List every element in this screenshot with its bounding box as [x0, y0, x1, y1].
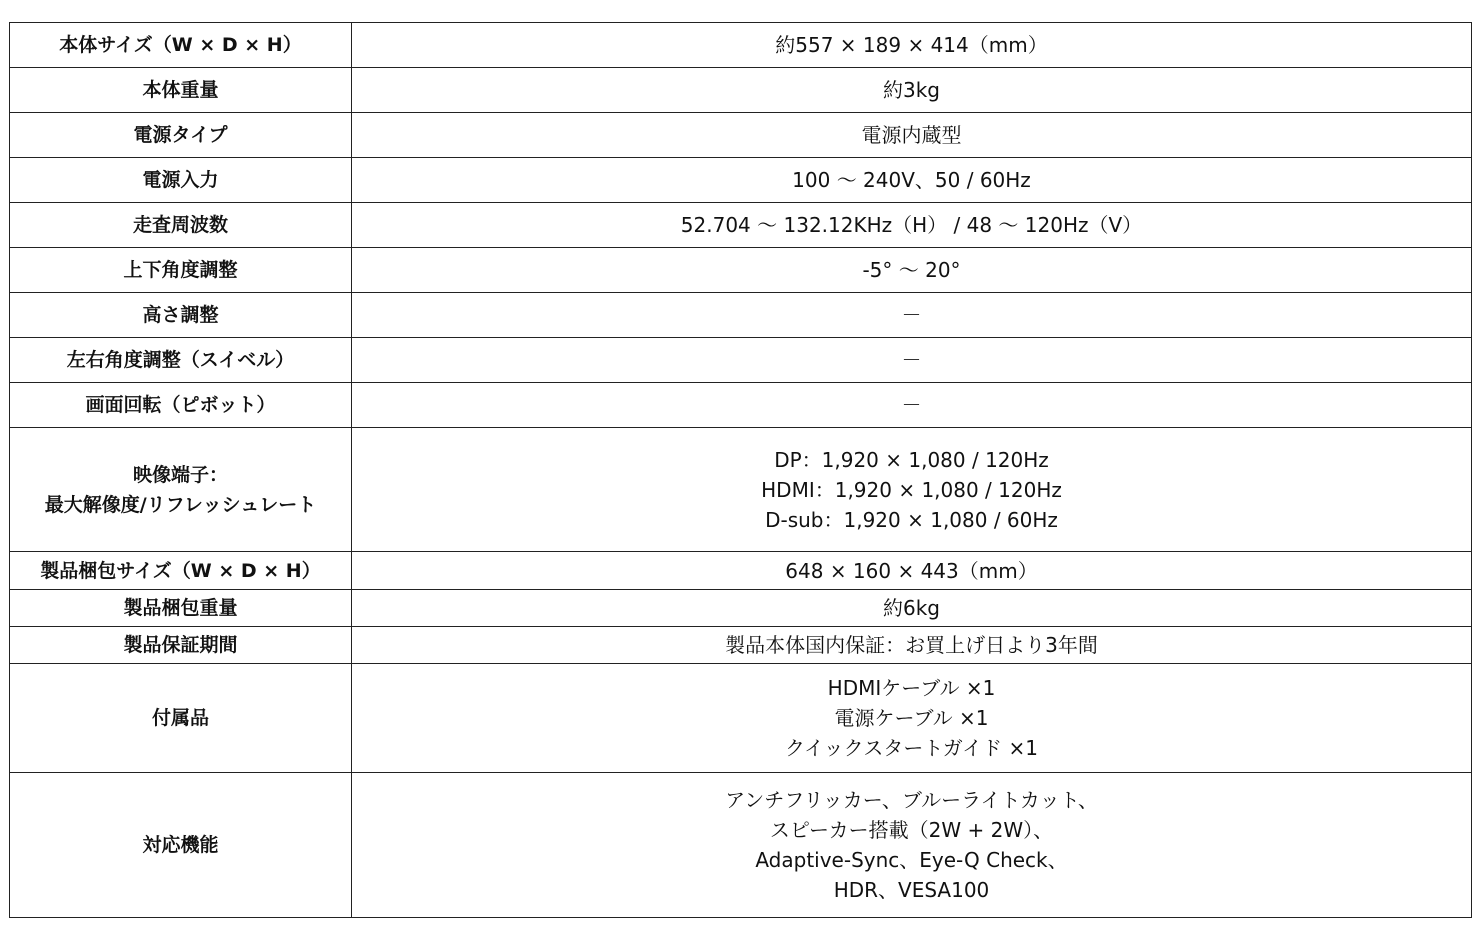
spec-value-line: HDMI：1,920 × 1,080 / 120Hz: [761, 477, 1062, 502]
spec-value-line: スピーカー搭載（2W + 2W）、: [769, 818, 1054, 842]
table-row: [10, 338, 1472, 383]
spec-label-line: 画面回転（ピボット）: [85, 394, 276, 416]
spec-label: [10, 590, 352, 627]
spec-value-line: DP：1,920 × 1,080 / 120Hz: [774, 447, 1049, 472]
spec-value: [352, 23, 1472, 68]
spec-label: [10, 338, 352, 383]
spec-label: [10, 383, 352, 428]
table-row: [10, 590, 1472, 627]
spec-value: [352, 428, 1472, 552]
table-row: [10, 428, 1472, 552]
spec-value-line: 電源内蔵型: [861, 123, 962, 147]
spec-label-line: 高さ調整: [142, 304, 219, 326]
spec-value-line: HDMIケーブル ×1: [827, 676, 996, 700]
spec-label-line: 電源タイプ: [133, 124, 228, 146]
spec-label-line: 製品保証期間: [123, 634, 238, 656]
spec-label-line: 最大解像度/リフレッシュレート: [44, 493, 317, 516]
spec-value-line: 製品本体国内保証：お買上げ日より3年間: [725, 633, 1098, 657]
spec-value-line: HDR、VESA100: [833, 878, 990, 902]
spec-value-line: 100 〜 240V、50 / 60Hz: [792, 168, 1031, 192]
spec-value-line: －: [901, 303, 922, 327]
spec-label: [10, 203, 352, 248]
spec-label: [10, 293, 352, 338]
spec-value-line: 電源ケーブル ×1: [834, 706, 989, 730]
spec-value: [352, 158, 1472, 203]
spec-value: [352, 590, 1472, 627]
spec-value: [352, 383, 1472, 428]
table-row: [10, 664, 1472, 773]
spec-value-line: 648 × 160 × 443（mm）: [785, 558, 1038, 583]
table-row: [10, 113, 1472, 158]
spec-value: [352, 338, 1472, 383]
spec-value-line: 52.704 〜 132.12KHz（H） / 48 〜 120Hz（V）: [680, 213, 1143, 237]
spec-label: [10, 113, 352, 158]
spec-label-line: 対応機能: [142, 834, 219, 856]
spec-label: [10, 158, 352, 203]
spec-label: [10, 552, 352, 590]
spec-value: [352, 664, 1472, 773]
table-row: [10, 158, 1472, 203]
spec-label-line: 映像端子：: [132, 463, 228, 486]
spec-label: [10, 428, 352, 552]
spec-value-line: D-sub：1,920 × 1,080 / 60Hz: [765, 507, 1058, 532]
spec-label: [10, 773, 352, 918]
spec-value-line: －: [901, 393, 922, 417]
spec-label-line: 付属品: [151, 707, 209, 729]
spec-value: [352, 773, 1472, 918]
spec-value: [352, 68, 1472, 113]
spec-value-line: アンチフリッカー、ブルーライトカット、: [725, 788, 1098, 812]
table-row: [10, 627, 1472, 664]
table-row: [10, 248, 1472, 293]
spec-label-line: 製品梱包サイズ（W × D × H）: [40, 559, 321, 582]
spec-table: [9, 22, 1472, 918]
spec-value-line: 約6kg: [882, 596, 940, 620]
spec-label: [10, 68, 352, 113]
table-row: [10, 773, 1472, 918]
spec-label-line: 走査周波数: [132, 214, 228, 236]
spec-value-line: クイックスタートガイド ×1: [784, 736, 1039, 760]
spec-value: [352, 248, 1472, 293]
spec-value: [352, 293, 1472, 338]
spec-value-line: －: [901, 348, 922, 372]
spec-value: [352, 203, 1472, 248]
spec-value-line: 約557 × 189 × 414（mm）: [775, 33, 1048, 57]
spec-label-line: 電源入力: [142, 169, 219, 191]
table-row: [10, 383, 1472, 428]
table-row: [10, 203, 1472, 248]
spec-label: [10, 23, 352, 68]
spec-label: [10, 664, 352, 773]
spec-value: [352, 552, 1472, 590]
spec-value-line: Adaptive-Sync、Eye-Q Check、: [755, 848, 1068, 872]
table-row: [10, 293, 1472, 338]
spec-value: [352, 113, 1472, 158]
spec-label-line: 上下角度調整: [123, 259, 238, 281]
spec-value-line: -5° 〜 20°: [862, 258, 961, 282]
table-row: [10, 552, 1472, 590]
spec-value-line: 約3kg: [882, 78, 940, 102]
spec-label: [10, 627, 352, 664]
spec-label-line: 本体重量: [142, 79, 219, 101]
spec-label: [10, 248, 352, 293]
spec-label-line: 本体サイズ（W × D × H）: [59, 34, 302, 56]
table-row: [10, 68, 1472, 113]
spec-value: [352, 627, 1472, 664]
spec-label-line: 左右角度調整（スイベル）: [66, 349, 295, 371]
spec-label-line: 製品梱包重量: [123, 597, 238, 619]
table-row: [10, 23, 1472, 68]
